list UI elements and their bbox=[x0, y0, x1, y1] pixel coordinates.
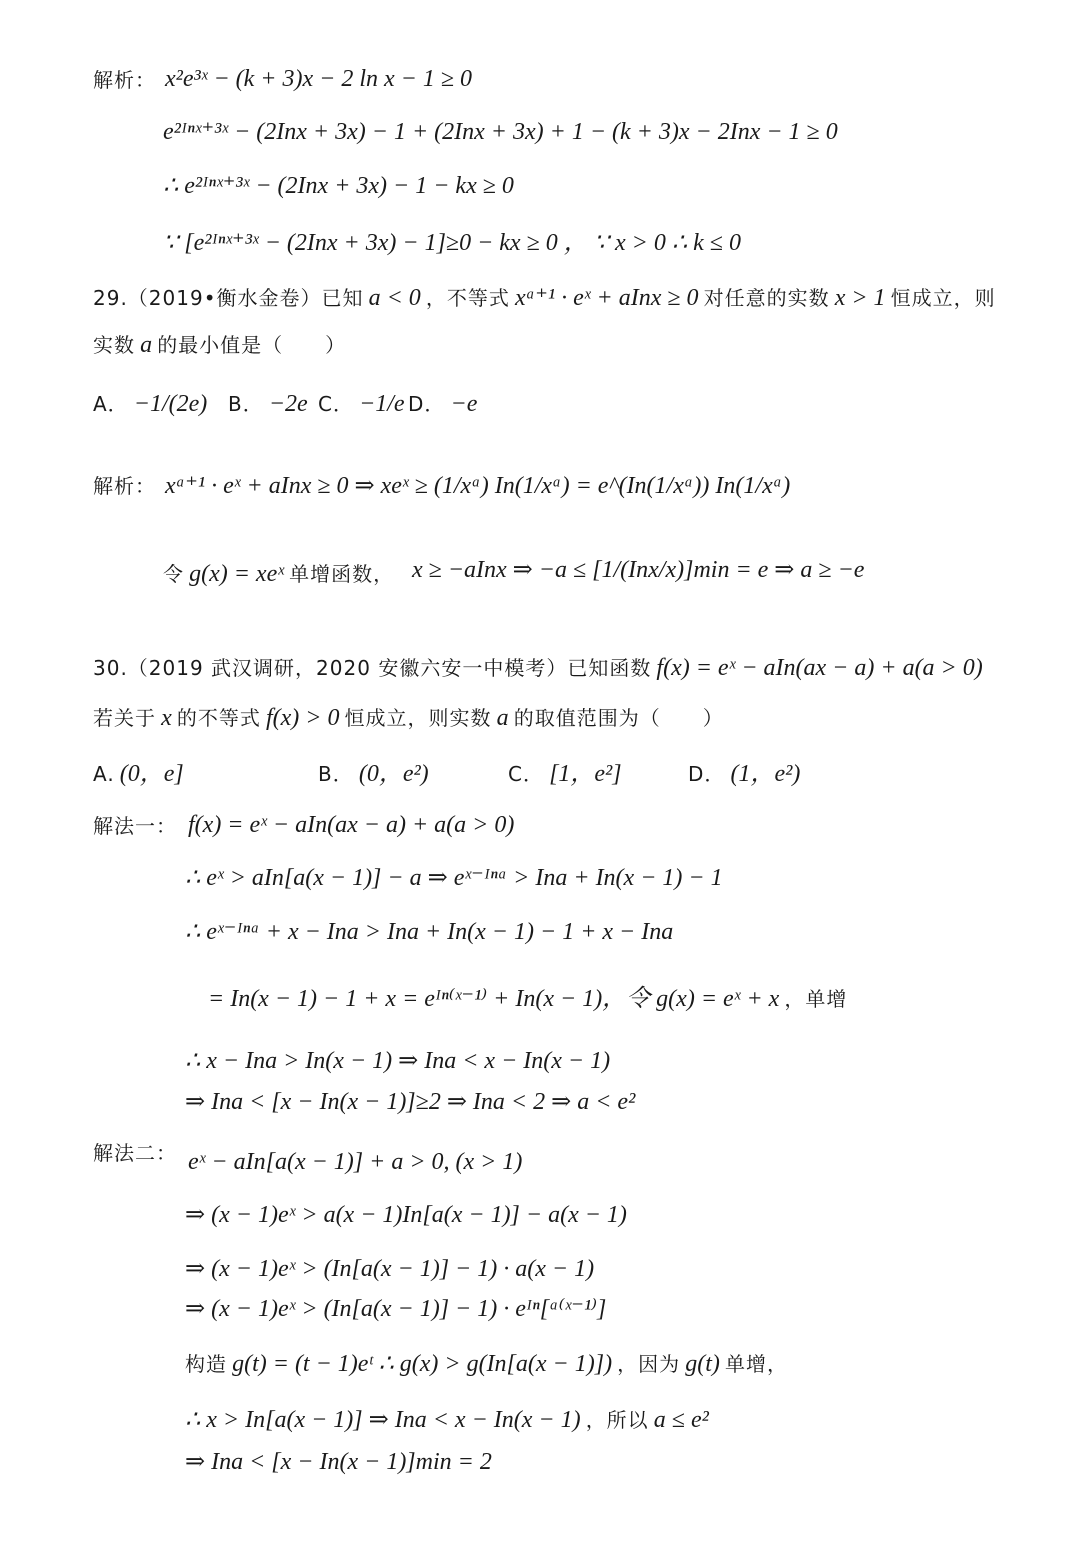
q30-option-b bbox=[318, 762, 429, 786]
p28-line-4: ∵ [e²ᴵⁿˣ⁺³ˣ − (2Inx + 3x) − 1]≥0 − kx ≥ 0 ， ∵ x > 0 ∴ k ≤ 0 bbox=[163, 230, 741, 256]
q30-s1-line-4-cn: ，单增 bbox=[784, 987, 848, 1011]
q29-stem-a: 29.（2019•衡水金卷）已知 bbox=[93, 286, 364, 310]
q30-option-c bbox=[508, 762, 622, 786]
q29-solution-line-2 bbox=[163, 562, 394, 586]
q29-sol2-g: g(x) = xeˣ bbox=[189, 561, 285, 587]
q30-s1-line-4 bbox=[208, 987, 847, 1011]
q29-stem-f: 的最小值是（ ） bbox=[157, 333, 347, 357]
q30-stem-a: 30.（2019 武汉调研，2020 安徽六安一中模考）已知函数 bbox=[93, 656, 652, 680]
q30-s2-line-2: ⇒ (x − 1)eˣ > a(x − 1)In[a(x − 1)] − a(x − 1) bbox=[185, 1202, 627, 1228]
q29-option-c-value: −1/e bbox=[359, 391, 405, 417]
q29-sol2-cn-a: 令 bbox=[163, 562, 184, 586]
q29-option-b bbox=[228, 392, 308, 416]
q29-option-d bbox=[408, 392, 477, 416]
q30-s2-line-4: ⇒ (x − 1)eˣ > (In[a(x − 1)] − 1) · eᴵⁿ[ᵃ⁽ˣ⁻¹⁾] bbox=[185, 1296, 607, 1322]
q30-option-c-label: C． bbox=[508, 762, 544, 786]
q30-s2-line-5-cn-a: 构造 bbox=[185, 1352, 227, 1376]
q29-sol2-cn-b: 单增函数， bbox=[289, 562, 395, 586]
q30-s1-line-6: ⇒ Ina < [x − In(x − 1)]≥2 ⇒ Ina < 2 ⇒ a < e² bbox=[185, 1089, 636, 1115]
q29-solution-line-1: xᵃ⁺¹ · eˣ + aInx ≥ 0 ⇒ xeˣ ≥ (1/xᵃ) In(1/xᵃ) = e^(In(1/xᵃ)) In(1/xᵃ) bbox=[165, 473, 791, 499]
q30-var-x: x bbox=[161, 705, 172, 731]
q30-s2-line-6 bbox=[185, 1408, 709, 1432]
q29-stem-e: 实数 bbox=[93, 333, 135, 357]
q30-stem-e: 的取值范围为（ ） bbox=[513, 706, 724, 730]
q30-stem-b: 若关于 bbox=[93, 706, 156, 730]
q29-option-c bbox=[318, 392, 405, 416]
q30-s2-line-6-math: ∴ x > In[a(x − 1)] ⇒ Ina < x − In(x − 1) bbox=[185, 1407, 581, 1433]
q30-s2-line-5-cn-b: ，因为 bbox=[617, 1352, 681, 1376]
q29-option-a-label: A． bbox=[93, 392, 129, 416]
q30-stem-d: 恒成立，则实数 bbox=[344, 706, 492, 730]
q30-s1-line-3: ∴ eˣ⁻ᴵⁿᵃ + x − Ina > Ina + In(x − 1) − 1 + x − Ina bbox=[185, 919, 674, 945]
q29-stem-d: 恒成立，则 bbox=[890, 286, 996, 310]
q30-s2-line-1: eˣ − aIn[a(x − 1)] + a > 0, (x > 1) bbox=[188, 1149, 523, 1175]
jiefa-2-label: 解法二： bbox=[93, 1141, 177, 1165]
q30-option-a-value: (0，e] bbox=[119, 761, 184, 787]
q30-s1-line-2: ∴ eˣ > aIn[a(x − 1)] − a ⇒ eˣ⁻ᴵⁿᵃ > Ina + In(x − 1) − 1 bbox=[185, 865, 723, 891]
q30-inequality: f(x) > 0 bbox=[265, 705, 340, 731]
q29-option-d-value: −e bbox=[450, 391, 478, 417]
q29-option-b-value: −2e bbox=[268, 391, 308, 417]
q29-stem-line-2 bbox=[93, 333, 346, 357]
p28-line-3: ∴ e²ᴵⁿˣ⁺³ˣ − (2Inx + 3x) − 1 − kx ≥ 0 bbox=[163, 173, 514, 199]
q29-cond-a: a < 0 bbox=[368, 285, 421, 311]
q30-option-d-label: D． bbox=[688, 762, 726, 786]
q29-stem-c: 对任意的实数 bbox=[703, 286, 830, 310]
q29-inequality: xᵃ⁺¹ · eˣ + aInx ≥ 0 bbox=[515, 285, 699, 311]
q30-stem-c: 的不等式 bbox=[176, 706, 261, 730]
q30-option-b-label: B． bbox=[318, 762, 354, 786]
q30-s2-line-5 bbox=[185, 1352, 788, 1376]
q30-s2-line-5-cn-c: 单增， bbox=[725, 1352, 788, 1376]
q30-option-d-value: (1，e²) bbox=[730, 761, 801, 787]
q30-option-d bbox=[688, 762, 800, 786]
q30-s2-line-6-result: a ≤ e² bbox=[653, 1407, 709, 1433]
q30-option-a bbox=[93, 762, 184, 786]
q30-s1-line-1: f(x) = eˣ − aIn(ax − a) + a(a > 0) bbox=[188, 812, 515, 838]
q30-s1-line-4-math: = In(x − 1) − 1 + x = eᴵⁿ⁽ˣ⁻¹⁾ + In(x − 1)，令 g(x) = eˣ + x bbox=[208, 986, 780, 1012]
q30-function: f(x) = eˣ − aIn(ax − a) + a(a > 0) bbox=[656, 655, 983, 681]
q30-s2-line-7: ⇒ Ina < [x − In(x − 1)]min = 2 bbox=[185, 1449, 492, 1475]
q29-option-a-value: −1/(2e) bbox=[133, 391, 208, 417]
q30-option-b-value: (0，e²) bbox=[358, 761, 429, 787]
q29-var-a: a bbox=[140, 332, 153, 358]
q29-option-b-label: B． bbox=[228, 392, 264, 416]
q30-s2-line-5-math: g(t) = (t − 1)eᵗ ∴ g(x) > g(In[a(x − 1)]) bbox=[232, 1351, 613, 1377]
q29-stem-b: ，不等式 bbox=[425, 286, 510, 310]
jiexi-label: 解析： bbox=[93, 68, 156, 92]
q30-stem-line-1 bbox=[93, 656, 983, 680]
q29-stem-line-1 bbox=[93, 286, 996, 310]
q29-option-d-label: D． bbox=[408, 392, 446, 416]
q30-var-a: a bbox=[496, 705, 509, 731]
p28-line-1: x²e³ˣ − (k + 3)x − 2 ln x − 1 ≥ 0 bbox=[165, 66, 473, 92]
q30-s2-line-6-cn: ，所以 bbox=[585, 1408, 649, 1432]
q29-jiexi-label: 解析： bbox=[93, 474, 156, 498]
q30-stem-line-2 bbox=[93, 706, 724, 730]
jiefa-1-label: 解法一： bbox=[93, 814, 177, 838]
q30-s2-line-5-g: g(t) bbox=[685, 1351, 720, 1377]
q30-option-c-value: [1，e²] bbox=[549, 761, 622, 787]
q30-option-a-label: A. bbox=[93, 762, 115, 786]
q29-cond-x: x > 1 bbox=[834, 285, 886, 311]
p28-line-2: e²ᴵⁿˣ⁺³ˣ − (2Inx + 3x) − 1 + (2Inx + 3x) + 1 − (k + 3)x − 2Inx − 1 ≥ 0 bbox=[163, 119, 838, 145]
q29-option-c-label: C． bbox=[318, 392, 354, 416]
q30-s1-line-5: ∴ x − Ina > In(x − 1) ⇒ Ina < x − In(x − 1) bbox=[185, 1048, 611, 1074]
q30-s2-line-3: ⇒ (x − 1)eˣ > (In[a(x − 1)] − 1) · a(x − 1) bbox=[185, 1256, 595, 1282]
q29-solution-line-2-math: x ≥ −aInx ⇒ −a ≤ [1/(Inx/x)]min = e ⇒ a ≥ −e bbox=[412, 557, 865, 583]
q29-option-a bbox=[93, 392, 207, 416]
